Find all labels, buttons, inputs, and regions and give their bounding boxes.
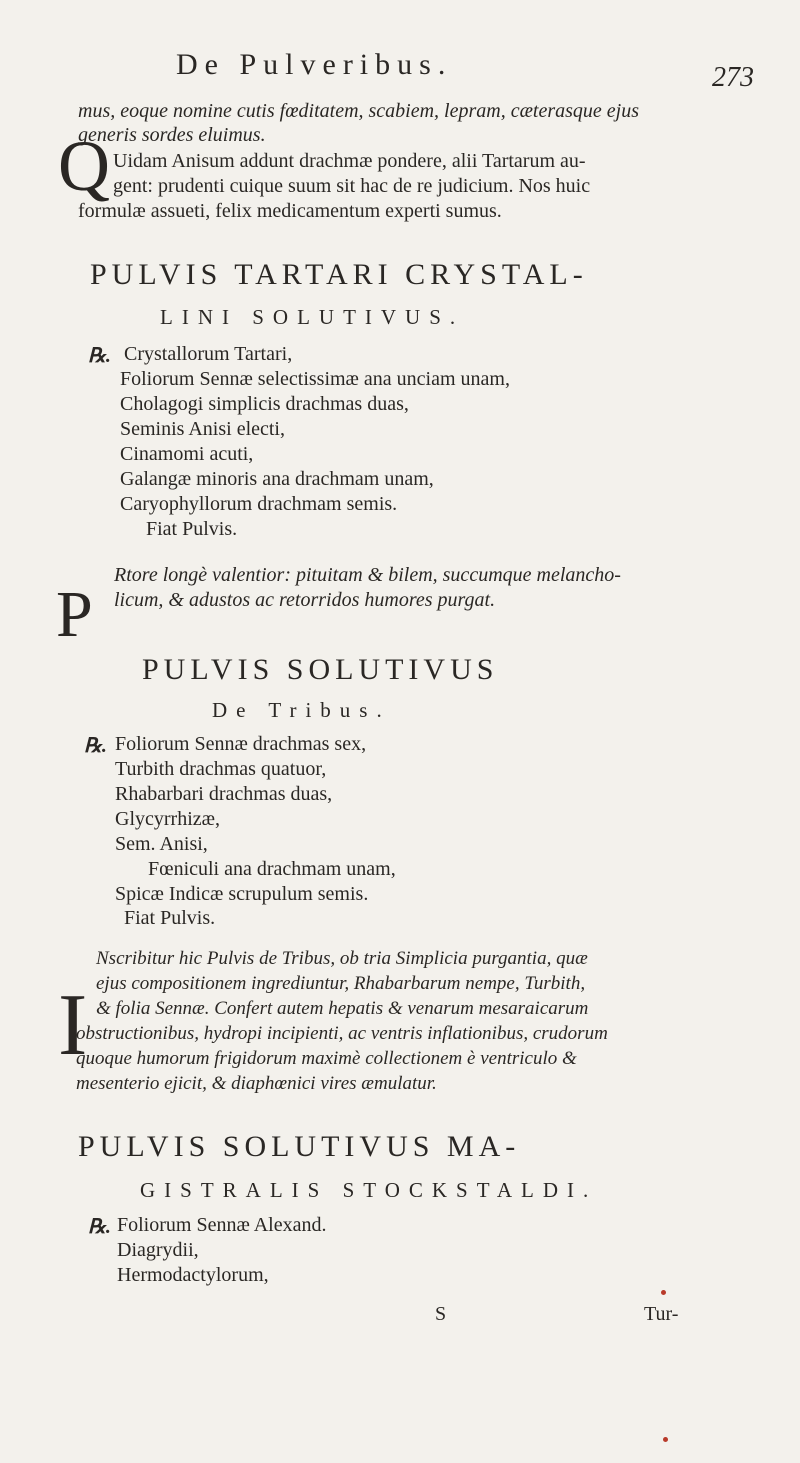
- running-title: De Pulveribus.: [176, 48, 453, 81]
- ingredient: Galangæ minoris ana drachmam unam,: [120, 468, 434, 490]
- paragraph-line: licum, & adustos ac retorridos humores purgat.: [114, 589, 496, 611]
- recipe-title: PULVIS TARTARI CRYSTAL-: [90, 258, 588, 291]
- ingredient: Fœniculi ana drachmam unam,: [148, 858, 396, 880]
- ingredient: Hermodactylorum,: [117, 1264, 269, 1286]
- intro-line: generis sordes eluimus.: [78, 124, 266, 146]
- ingredient: Foliorum Sennæ selectissimæ ana unciam unam,: [120, 368, 510, 390]
- recipe-subtitle: GISTRALIS STOCKSTALDI.: [140, 1178, 598, 1202]
- recipe-subtitle: De Tribus.: [212, 698, 391, 722]
- catchword: Tur-: [644, 1303, 679, 1325]
- recipe-symbol: ℞.: [88, 345, 111, 367]
- fiat-line: Fiat Pulvis.: [146, 518, 238, 540]
- ingredient: Rhabarbari drachmas duas,: [115, 783, 333, 805]
- ingredient: Turbith drachmas quatuor,: [115, 758, 327, 780]
- recipe-title: PULVIS SOLUTIVUS MA-: [78, 1130, 521, 1163]
- ingredient: Caryophyllorum drachmam semis.: [120, 493, 398, 515]
- ingredient: Spicæ Indicæ scrupulum semis.: [115, 883, 369, 905]
- paragraph-line: gent: prudenti cuique suum sit hac de re judicium. Nos huic: [113, 175, 591, 197]
- recipe-symbol: ℞.: [88, 1216, 111, 1238]
- page-number: 273: [712, 62, 754, 93]
- recipe-symbol: ℞.: [84, 735, 107, 757]
- paragraph-line: formulæ assueti, felix medicamentum experti sumus.: [78, 200, 502, 222]
- paragraph-line: Rtore longè valentior: pituitam & bilem, succumque melancho-: [114, 564, 621, 586]
- ingredient: Sem. Anisi,: [115, 833, 208, 855]
- paragraph-line: ejus compositionem ingrediuntur, Rhabarbarum nempe, Turbith,: [96, 973, 586, 994]
- paragraph-line: & folia Sennæ. Confert autem hepatis & venarum mesaraicarum: [96, 998, 589, 1019]
- ingredient: Crystallorum Tartari,: [124, 343, 293, 365]
- paragraph-line: quoque humorum frigidorum maximè collectionem è ventriculo &: [76, 1048, 577, 1069]
- ingredient: Foliorum Sennæ Alexand.: [117, 1214, 327, 1236]
- ingredient: Cholagogi simplicis drachmas duas,: [120, 393, 409, 415]
- ink-speck: [661, 1290, 666, 1295]
- recipe-subtitle: LINI SOLUTIVUS.: [160, 305, 465, 329]
- ingredient: Diagrydii,: [117, 1239, 199, 1261]
- intro-line: mus, eoque nomine cutis fœditatem, scabiem, lepram, cæterasque ejus: [78, 100, 640, 122]
- ingredient: Glycyrrhizæ,: [115, 808, 220, 830]
- ingredient: Seminis Anisi electi,: [120, 418, 285, 440]
- paragraph-line: mesenterio ejicit, & diaphœnici vires æmulatur.: [76, 1073, 437, 1094]
- ingredient: Foliorum Sennæ drachmas sex,: [115, 733, 367, 755]
- drop-cap: Q: [58, 126, 110, 206]
- drop-cap: I: [58, 977, 88, 1074]
- ink-speck: [663, 1437, 668, 1442]
- paragraph-line: Uidam Anisum addunt drachmæ pondere, alii Tartarum au-: [113, 150, 586, 172]
- drop-cap: P: [56, 578, 93, 651]
- ingredient: Cinamomi acuti,: [120, 443, 254, 465]
- paragraph-line: obstructionibus, hydropi incipienti, ac ventris inflationibus, crudorum: [76, 1023, 608, 1044]
- fiat-line: Fiat Pulvis.: [124, 907, 216, 929]
- signature-mark: S: [435, 1303, 447, 1325]
- paragraph-line: Nscribitur hic Pulvis de Tribus, ob tria Simplicia purgantia, quæ: [96, 948, 588, 969]
- recipe-title: PULVIS SOLUTIVUS: [142, 653, 499, 686]
